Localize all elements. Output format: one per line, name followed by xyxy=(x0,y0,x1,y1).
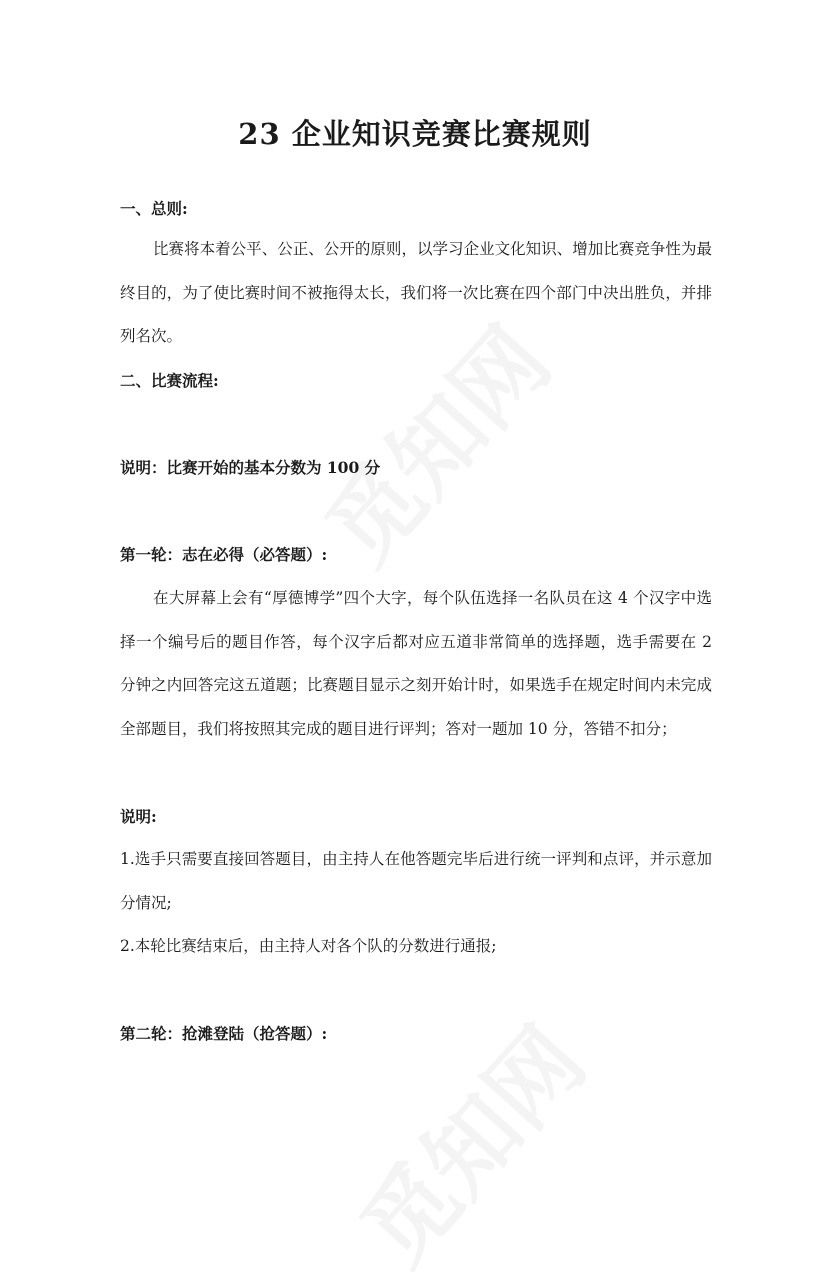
round1-paragraph: 在大屏幕上会有“厚德博学”四个大字，每个队伍选择一名队员在这 4 个汉字中选择一个编号后的题目作答，每个汉字后都对应五道非常简单的选择题，选手需要在 2 分钟之内回答完这五道题；比赛题目显示之刻开始计时，如果选手在规定时间内未完成全部题目，我们将按照其完成的题目进行评判；答对一题加 10 分，答错不扣分； xyxy=(120,589,712,738)
section-heading-general: 一、总则: xyxy=(120,199,188,218)
section-heading-process: 二、比赛流程: xyxy=(120,371,219,390)
general-paragraph: 比赛将本着公平、公正、公开的原则，以学习企业文化知识、增加比赛竞争性为最终目的，为了使比赛时间不被拖得太长，我们将一次比赛在四个部门中决出胜负，并排列名次。 xyxy=(120,240,712,346)
base-score-note: 说明：比赛开始的基本分数为 100 分 xyxy=(120,458,381,477)
round1-note-item: 2.本轮比赛结束后，由主持人对各个队的分数进行通报; xyxy=(120,937,497,955)
round1-note-heading: 说明: xyxy=(120,807,157,826)
document-title: 23 企业知识竞赛比赛规则 xyxy=(238,117,592,151)
round2-heading: 第二轮：抢滩登陆（抢答题）: xyxy=(120,1024,328,1043)
round1-note-item: 1.选手只需要直接回答题目，由主持人在他答题完毕后进行统一评判和点评，并示意加分情况; xyxy=(120,850,712,912)
round1-heading: 第一轮：志在必得（必答题）: xyxy=(120,545,328,564)
